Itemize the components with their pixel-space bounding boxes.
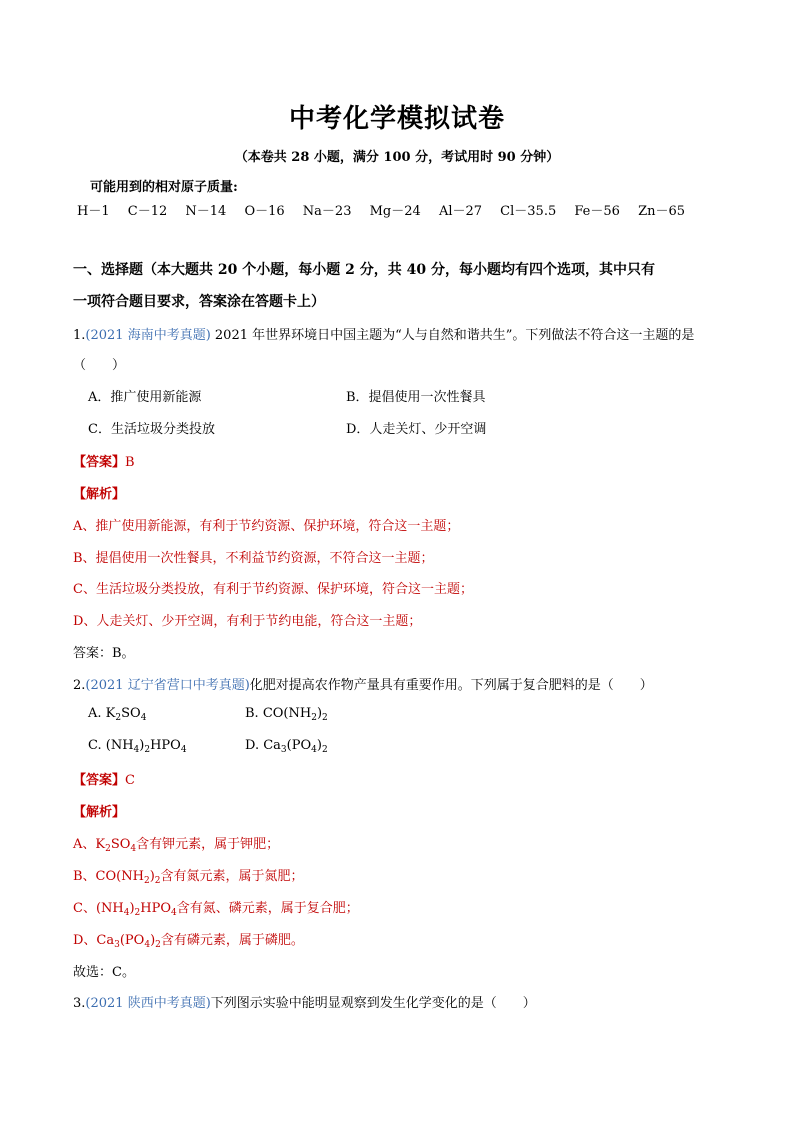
option-b: B．提倡使用一次性餐具 <box>346 390 486 405</box>
analysis-label: 【解析】 <box>73 487 126 502</box>
option-c: C. $(NH_4)_2HPO_4$ <box>88 738 187 755</box>
analysis-label: 【解析】 <box>73 805 126 820</box>
answer-value: C <box>125 773 135 788</box>
question-1: 1.(2021 海南中考真题) 2021 年世界环境日中国主题为“人与自然和谐共生”。下列做法不符合这一主题的是 <box>73 328 695 343</box>
answer-value: B <box>125 455 135 470</box>
analysis-line: C、生活垃圾分类投放，有利于节约资源、保护环境，符合这一主题； <box>73 582 473 597</box>
page-title: 中考化学模拟试卷 <box>288 104 505 134</box>
mass-item: N－14 <box>185 204 227 219</box>
final-answer: 故选：C。 <box>73 965 135 980</box>
mass-item: C－12 <box>127 204 168 219</box>
answer-row: 【答案】C <box>73 773 135 788</box>
exam-info: （本卷共 28 小题，满分 100 分，考试用时 90 分钟） <box>234 150 560 165</box>
answer-row: 【答案】B <box>73 455 135 470</box>
mass-item: Zn－65 <box>638 204 686 219</box>
mass-item: Cl－35.5 <box>500 204 557 219</box>
mass-item: Fe－56 <box>574 204 620 219</box>
option-d: D．人走关灯、少开空调 <box>346 422 487 437</box>
mass-item: H－1 <box>77 204 110 219</box>
question-source: (2021 海南中考真题) <box>85 328 211 343</box>
atomic-mass-label: 可能用到的相对原子质量: <box>90 180 238 195</box>
option-d: D. $Ca_3(PO_4)_2$ <box>245 738 328 755</box>
analysis-line: D、人走关灯、少开空调，有利于节约电能，符合这一主题； <box>73 614 422 629</box>
analysis-line: C、$(NH_4)_2HPO_4$含有氮、磷元素，属于复合肥； <box>73 901 359 918</box>
question-2: 2.(2021 辽宁省营口中考真题)化肥对提高农作物产量具有重要作用。下列属于复合肥料的是（ ） <box>73 678 653 693</box>
analysis-line: B、提倡使用一次性餐具，不利益节约资源，不符合这一主题； <box>73 551 434 566</box>
analysis-line: A、推广使用新能源，有利于节约资源、保护环境，符合这一主题； <box>73 519 460 534</box>
mass-item: O－16 <box>244 204 285 219</box>
question-source: (2021 辽宁省营口中考真题) <box>85 678 250 693</box>
section-heading-cont: 一项符合题目要求，答案涂在答题卡上） <box>73 294 325 310</box>
final-answer: 答案：B。 <box>73 646 135 661</box>
mass-item: Na－23 <box>302 204 352 219</box>
answer-paren: （ ） <box>73 358 126 373</box>
option-a: A. $K_2SO_4$ <box>88 706 147 723</box>
question-3: 3.(2021 陕西中考真题)下列图示实验中能明显观察到发生化学变化的是（ ） <box>73 996 536 1011</box>
analysis-line: A、$K_2SO_4$含有钾元素，属于钾肥； <box>73 837 280 854</box>
analysis-line: B、$CO(NH_2)_2$含有氮元素，属于氮肥； <box>73 869 304 886</box>
section-heading: 一、选择题（本大题共 20 个小题，每小题 2 分，共 40 分，每小题均有四个选项，其中只有 <box>73 262 655 278</box>
mass-item: Mg－24 <box>369 204 421 219</box>
question-source: (2021 陕西中考真题) <box>85 996 211 1011</box>
analysis-line: D、$Ca_3(PO_4)_2$含有磷元素，属于磷肥。 <box>73 933 304 950</box>
option-a: A．推广使用新能源 <box>88 390 202 405</box>
option-b: B. $CO(NH_2)_2$ <box>245 706 328 723</box>
atomic-mass-list <box>77 200 699 219</box>
option-c: C．生活垃圾分类投放 <box>88 422 215 437</box>
mass-item: Al－27 <box>438 204 483 219</box>
